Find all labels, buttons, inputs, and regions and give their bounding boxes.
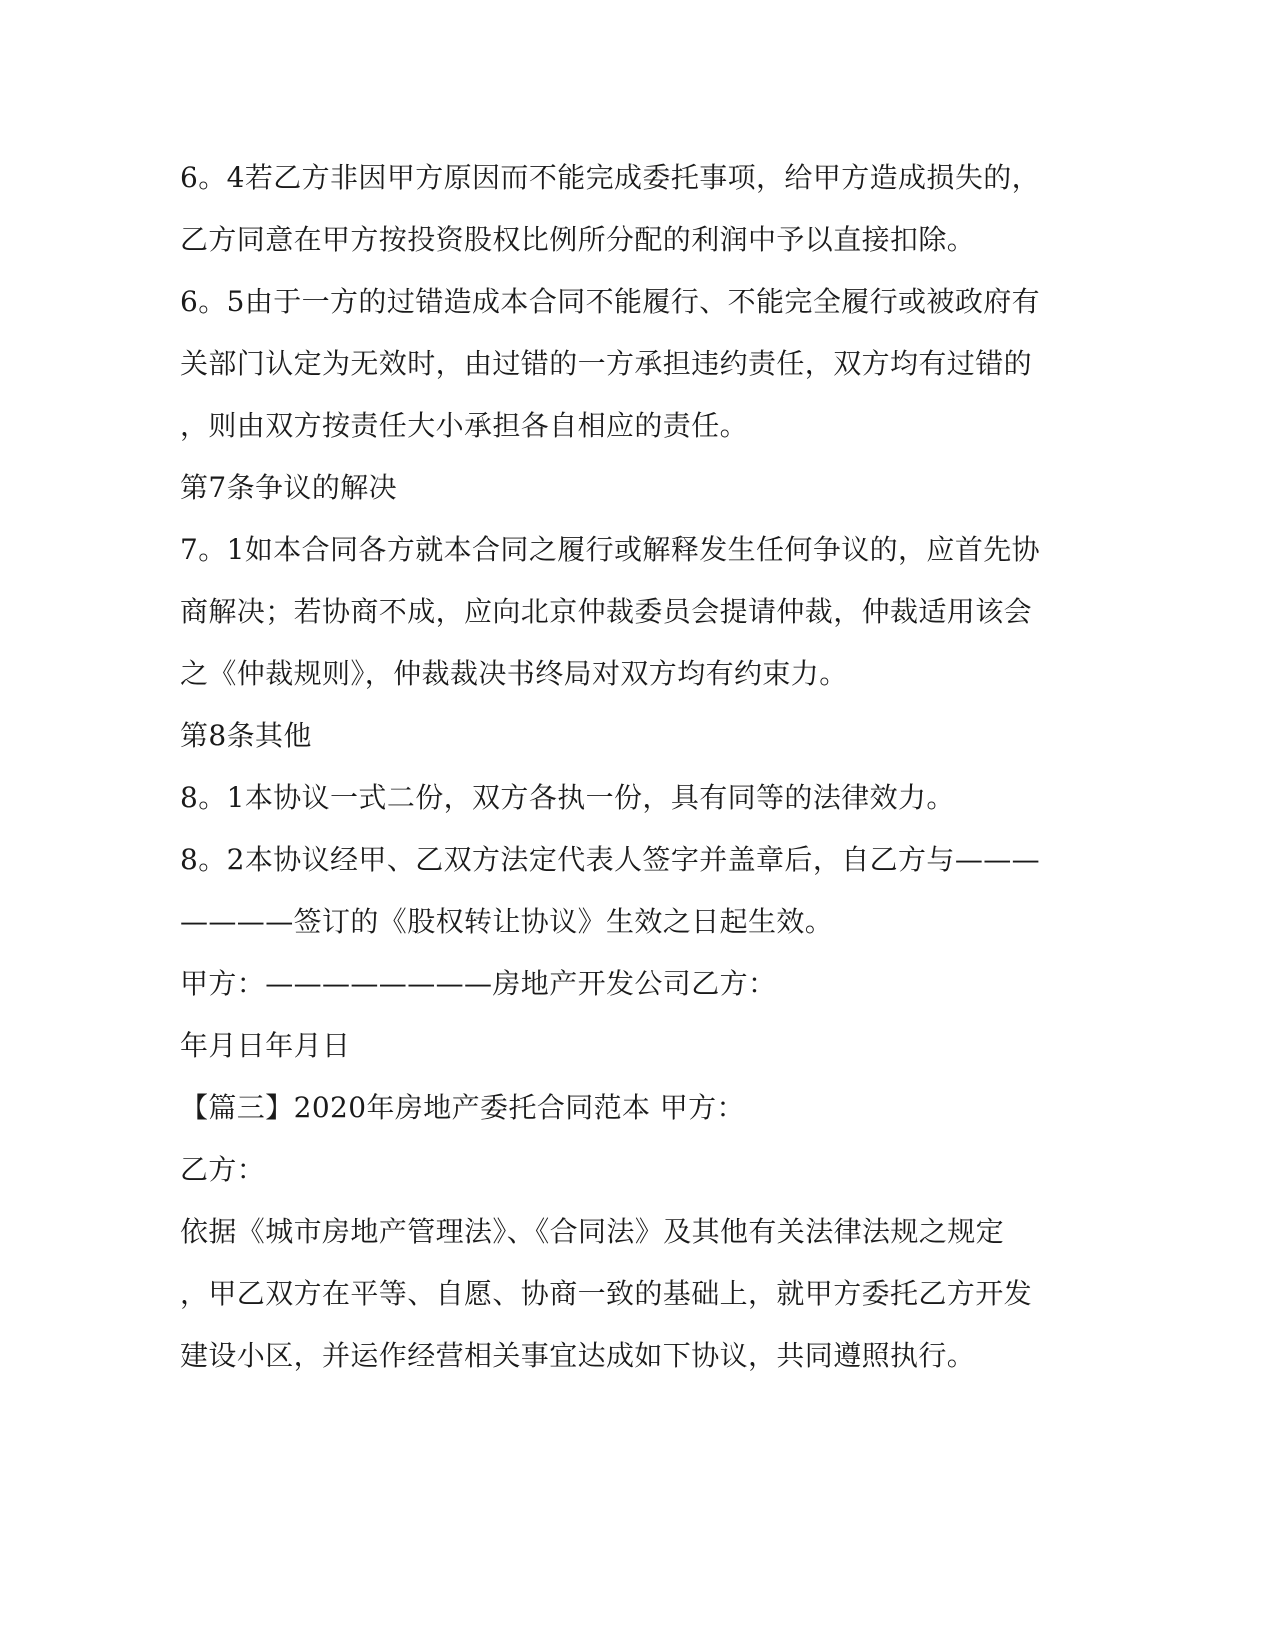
preamble-line-2: ，甲乙双方在平等、自愿、协商一致的基础上，就甲方委托乙方开发 bbox=[180, 1277, 1033, 1310]
preamble-line-1: 依据《城市房地产管理法》、《合同法》及其他有关法律法规之规定 bbox=[180, 1215, 1005, 1248]
date-line: 年月日年月日 bbox=[180, 1029, 351, 1062]
clause-7-1-line-3: 之《仲裁规则》，仲裁裁决书终局对双方均有约束力。 bbox=[180, 657, 848, 690]
preamble-line-3: 建设小区，并运作经营相关事宜达成如下协议，共同遵照执行。 bbox=[180, 1339, 976, 1372]
article-7-heading: 第7条争议的解决 bbox=[180, 471, 398, 504]
clause-6-4-line-1: 6。4若乙方非因甲方原因而不能完成委托事项，给甲方造成损失的， bbox=[180, 161, 1041, 194]
party-b-line: 乙方： bbox=[180, 1153, 266, 1186]
clause-6-5-line-1: 6。5由于一方的过错造成本合同不能履行、不能完全履行或被政府有 bbox=[180, 285, 1041, 318]
clause-8-2-line-1: 8。2本协议经甲、乙双方法定代表人签字并盖章后，自乙方与——— bbox=[180, 843, 1041, 876]
article-8-heading: 第8条其他 bbox=[180, 719, 312, 752]
clause-7-1-line-1: 7。1如本合同各方就本合同之履行或解释发生任何争议的，应首先协 bbox=[180, 533, 1041, 566]
section-three-heading: 【篇三】2020年房地产委托合同范本 甲方： bbox=[180, 1091, 745, 1124]
clause-6-5-line-2: 关部门认定为无效时，由过错的一方承担违约责任，双方均有过错的 bbox=[180, 347, 1033, 380]
clause-8-2-line-2: ————签订的《股权转让协议》生效之日起生效。 bbox=[180, 905, 834, 938]
party-signature-line: 甲方：————————房地产开发公司乙方： bbox=[180, 967, 777, 1000]
clause-8-1-line: 8。1本协议一式二份，双方各执一份，具有同等的法律效力。 bbox=[180, 781, 955, 814]
clause-6-4-line-2: 乙方同意在甲方按投资股权比例所分配的利润中予以直接扣除。 bbox=[180, 223, 976, 256]
clause-7-1-line-2: 商解决；若协商不成，应向北京仲裁委员会提请仲裁，仲裁适用该会 bbox=[180, 595, 1033, 628]
clause-6-5-line-3: ，则由双方按责任大小承担各自相应的责任。 bbox=[180, 409, 749, 442]
